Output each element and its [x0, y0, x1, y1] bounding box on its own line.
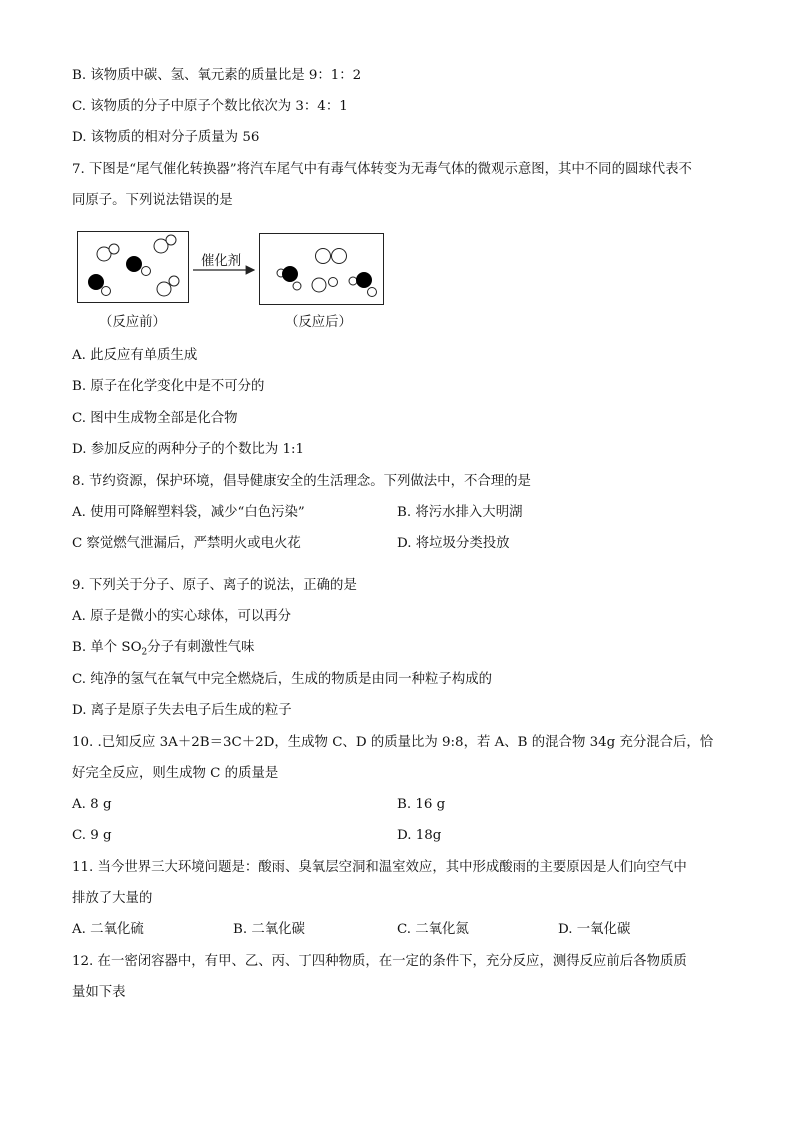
q11-stem-line1: 11. 当今世界三大环境问题是：酸雨、臭氧层空洞和温室效应，其中形成酸雨的主要原因是人们向空气中	[72, 860, 687, 875]
q6-option-c: C. 该物质的分子中原子个数比依次为 3：4：1	[72, 99, 348, 114]
q12-stem-line2: 量如下表	[72, 985, 126, 1000]
q7-option-d: D. 参加反应的两种分子的个数比为 1:1	[72, 442, 305, 457]
q10-stem-line1: 10. .已知反应 3A＋2B＝3C＋2D，生成物 C、D 的质量比为 9:8，若 A、B 的混合物 34g 充分混合后，恰	[72, 735, 714, 750]
atom-black	[357, 273, 372, 288]
atom-white	[332, 249, 347, 264]
q11-option-d: D. 一氧化碳	[558, 922, 631, 937]
q9-stem: 9. 下列关于分子、原子、离子的说法，正确的是	[72, 578, 357, 593]
q7-option-a: A. 此反应有单质生成	[72, 348, 198, 363]
q8-stem: 8. 节约资源，保护环境，倡导健康安全的生活理念。下列做法中，不合理的是	[72, 474, 531, 489]
atom-white	[312, 278, 326, 292]
q11-option-a: A. 二氧化硫	[72, 922, 144, 937]
q7-option-b: B. 原子在化学变化中是不可分的	[72, 379, 265, 394]
q8-option-b: B. 将污水排入大明湖	[397, 505, 523, 520]
q9-option-b	[72, 639, 254, 662]
q12-stem-line1: 12. 在一密闭容器中，有甲、乙、丙、丁四种物质，在一定的条件下，充分反应，测得反应前后各物质质	[72, 954, 687, 969]
atom-white	[157, 282, 171, 296]
atom-black	[89, 275, 104, 290]
subscript: 2	[141, 647, 148, 658]
q6-option-d: D. 该物质的相对分子质量为 56	[72, 130, 260, 145]
atom-white	[169, 276, 179, 286]
after-caption: （反应后）	[285, 315, 352, 330]
q11-stem-line2: 排放了大量的	[72, 891, 153, 906]
atom-black	[283, 267, 298, 282]
atom-black	[127, 257, 142, 272]
q8-option-c: C 察觉燃气泄漏后，严禁明火或电火花	[72, 536, 301, 551]
atom-white	[368, 288, 377, 297]
q9-option-d: D. 离子是原子失去电子后生成的粒子	[72, 703, 292, 718]
q9-option-a: A. 原子是微小的实心球体，可以再分	[72, 609, 292, 624]
q7-stem-line2: 同原子。下列说法错误的是	[72, 193, 233, 208]
q10-option-b: B. 16 g	[397, 797, 446, 812]
before-caption: （反应前）	[99, 315, 166, 330]
q10-option-c: C. 9 g	[72, 828, 112, 843]
q8-option-d: D. 将垃圾分类投放	[397, 536, 510, 551]
q9-option-b-text-end: 分子有刺激性气味	[147, 640, 255, 655]
q9-option-b-text: B. 单个 SO	[72, 640, 142, 655]
q11-option-c: C. 二氧化氮	[397, 922, 469, 937]
q6-option-b: B. 该物质中碳、氢、氧元素的质量比是 9：1：2	[72, 68, 362, 83]
q10-stem-line2: 好完全反应，则生成物 C 的质量是	[72, 766, 279, 781]
atom-white	[102, 287, 111, 296]
q10-option-a: A. 8 g	[72, 797, 112, 812]
catalyst-label: 催化剂	[201, 254, 242, 269]
atom-white	[329, 278, 338, 287]
atom-white	[293, 282, 301, 290]
atom-white	[166, 235, 176, 245]
q11-option-b: B. 二氧化碳	[233, 922, 305, 937]
q7-stem-line1: 7. 下图是“尾气催化转换器”将汽车尾气中有毒气体转变为无毒气体的微观示意图，其中不同的圆球代表不	[72, 162, 692, 177]
q8-option-a: A. 使用可降解塑料袋，减少“白色污染”	[72, 505, 305, 520]
atom-white	[109, 244, 119, 254]
q10-option-d: D. 18g	[397, 828, 442, 843]
q9-option-c: C. 纯净的氢气在氧气中完全燃烧后，生成的物质是由同一种粒子构成的	[72, 672, 492, 687]
atom-white	[316, 249, 331, 264]
atom-white	[349, 277, 357, 285]
atom-white	[142, 267, 151, 276]
q7-option-c: C. 图中生成物全部是化合物	[72, 411, 238, 426]
